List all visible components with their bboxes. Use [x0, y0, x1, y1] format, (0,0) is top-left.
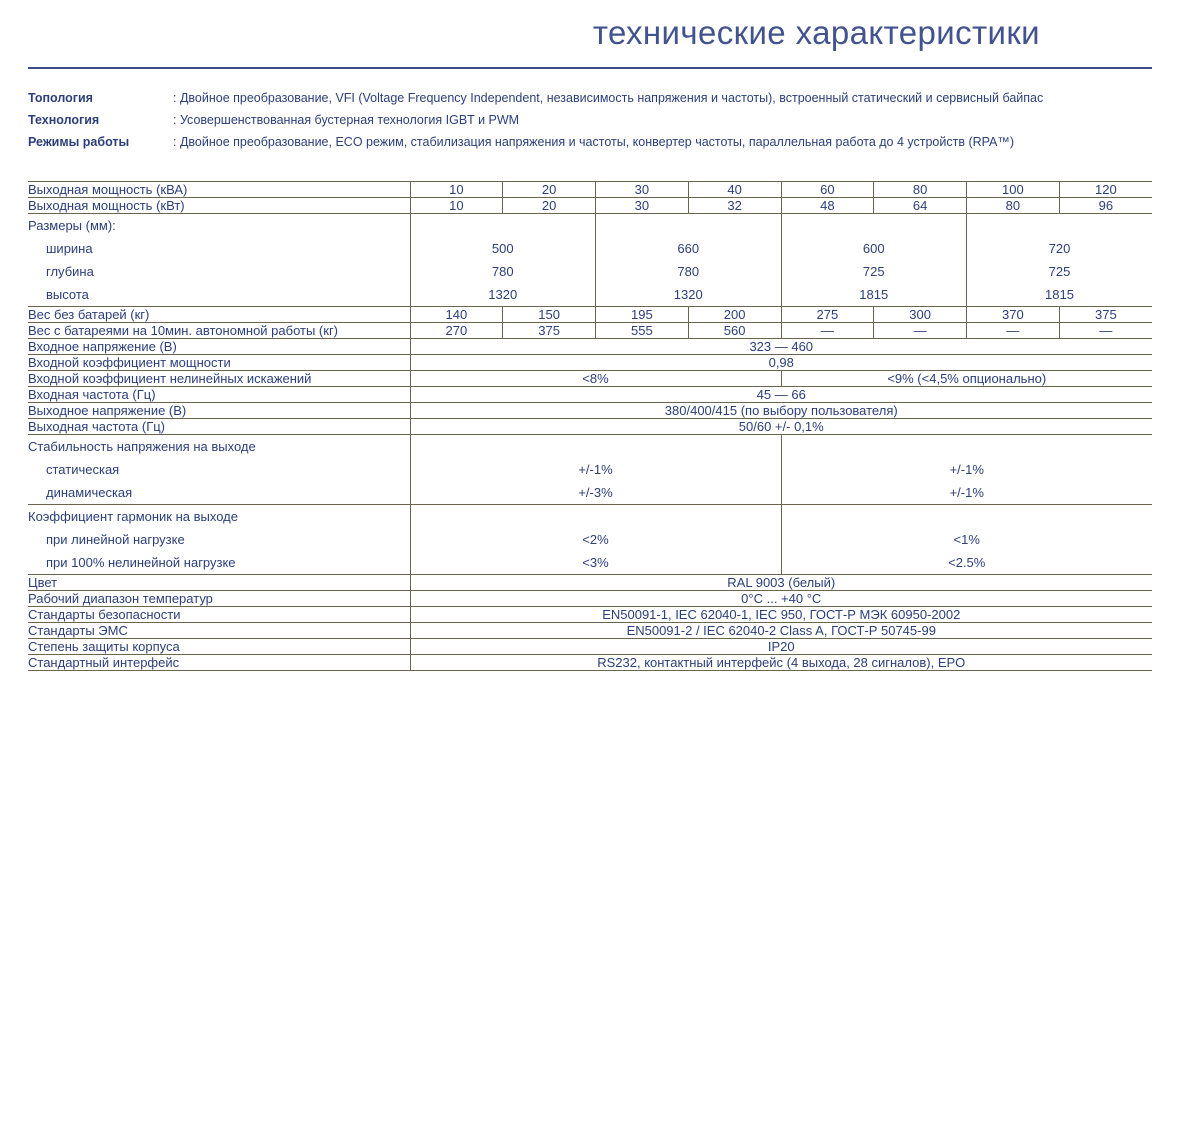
- cell-input-frequency: 45 — 66: [410, 387, 1152, 403]
- intro-row-modes: [28, 131, 1152, 153]
- intro-value-modes: : Двойное преобразование, ECO режим, стабилизация напряжения и частоты, конвертер частоты, параллельная работа до 4 устройств (RPA™): [173, 135, 1015, 150]
- table-row: [28, 307, 1152, 323]
- table-row: [28, 371, 1152, 387]
- table-row: [28, 355, 1152, 371]
- cell-power-kw-3: 30: [596, 198, 689, 214]
- cell-depth-4: 725: [1048, 264, 1071, 280]
- cell-weight-nb-5: 275: [781, 307, 874, 323]
- table-row: [28, 575, 1152, 591]
- intro-value-technology: : Усовершенствованная бустерная технология IGBT и PWM: [173, 113, 520, 128]
- cell-weight-nb-8: 375: [1059, 307, 1152, 323]
- table-row: [28, 339, 1152, 355]
- row-label-output-voltage: Выходное напряжение (В): [28, 403, 410, 419]
- cell-interface: RS232, контактный интерфейс (4 выхода, 28 сигналов), EPO: [410, 655, 1152, 671]
- row-label-weight-with-batteries: Вес с батареями на 10мин. автономной работы (кг): [28, 323, 410, 339]
- harmonics-sub-nonlinear: при 100% нелинейной нагрузке: [46, 555, 236, 571]
- row-label-weight-no-batteries: Вес без батарей (кг): [28, 307, 410, 323]
- cell-color: RAL 9003 (белый): [410, 575, 1152, 591]
- row-label-input-frequency: Входная частота (Гц): [28, 387, 410, 403]
- cell-emc-standards: EN50091-2 / IEC 62040-2 Class A, ГОСТ-Р 50745-99: [410, 623, 1152, 639]
- cell-power-kw-5: 48: [781, 198, 874, 214]
- row-label-power-kva: Выходная мощность (кВА): [28, 182, 410, 198]
- title-divider: [28, 67, 1152, 69]
- intro-row-topology: [28, 87, 1152, 109]
- table-row: [28, 435, 1152, 505]
- cell-power-kw-4: 32: [688, 198, 781, 214]
- cell-width-1: 500: [491, 241, 514, 257]
- table-row: [28, 505, 1152, 575]
- dimensions-sub-height: высота: [46, 287, 89, 303]
- table-row: [28, 591, 1152, 607]
- cell-power-kva-4: 40: [688, 182, 781, 198]
- cell-stability-left: [410, 435, 781, 505]
- table-row: [28, 182, 1152, 198]
- cell-temperature: 0°C ... +40 °C: [410, 591, 1152, 607]
- row-label-voltage-stability: [28, 435, 410, 505]
- cell-width-3: 600: [862, 241, 885, 257]
- row-label-emc-standards: Стандарты ЭМС: [28, 623, 410, 639]
- cell-power-kw-2: 20: [503, 198, 596, 214]
- cell-power-kva-5: 60: [781, 182, 874, 198]
- row-label-input-power-factor: Входной коэффициент мощности: [28, 355, 410, 371]
- cell-dimensions-group-3: [781, 214, 967, 307]
- cell-width-4: 720: [1048, 241, 1071, 257]
- cell-power-kva-6: 80: [874, 182, 967, 198]
- cell-weight-nb-7: 370: [967, 307, 1060, 323]
- table-row: [28, 623, 1152, 639]
- stability-sub-dynamic: динамическая: [46, 485, 133, 501]
- intro-value-topology: : Двойное преобразование, VFI (Voltage Frequency Independent, независимость напряжения и частоты), встроенный статический и сервисный байпас: [173, 91, 1044, 106]
- cell-input-thd-right: <9% (<4,5% опционально): [781, 371, 1152, 387]
- cell-power-kva-3: 30: [596, 182, 689, 198]
- cell-weight-wb-8: —: [1059, 323, 1152, 339]
- cell-weight-wb-2: 375: [503, 323, 596, 339]
- cell-safety-standards: EN50091-1, IEC 62040-1, IEC 950, ГОСТ-Р МЭК 60950-2002: [410, 607, 1152, 623]
- cell-weight-wb-5: —: [781, 323, 874, 339]
- cell-power-kva-8: 120: [1059, 182, 1152, 198]
- cell-power-kva-2: 20: [503, 182, 596, 198]
- row-label-output-frequency: Выходная частота (Гц): [28, 419, 410, 435]
- cell-weight-wb-7: —: [967, 323, 1060, 339]
- cell-input-power-factor: 0,98: [410, 355, 1152, 371]
- cell-protection: IP20: [410, 639, 1152, 655]
- intro-block: [0, 87, 1180, 153]
- cell-weight-wb-6: —: [874, 323, 967, 339]
- row-label-power-kw: Выходная мощность (кВт): [28, 198, 410, 214]
- dimensions-sub-width: ширина: [46, 241, 93, 257]
- cell-dimensions-group-1: [410, 214, 596, 307]
- cell-power-kw-7: 80: [967, 198, 1060, 214]
- harmonics-title: Коэффициент гармоник на выходе: [28, 509, 238, 525]
- cell-stability-dynamic-right: +/-1%: [949, 485, 984, 501]
- cell-power-kw-1: 10: [410, 198, 503, 214]
- harmonics-sub-linear: при линейной нагрузке: [46, 532, 185, 548]
- cell-input-voltage: 323 — 460: [410, 339, 1152, 355]
- row-label-temperature: Рабочий диапазон температур: [28, 591, 410, 607]
- row-label-input-thd: Входной коэффициент нелинейных искажений: [28, 371, 410, 387]
- cell-width-2: 660: [677, 241, 700, 257]
- row-label-input-voltage: Входное напряжение (В): [28, 339, 410, 355]
- specification-table: [28, 181, 1152, 671]
- cell-weight-wb-4: 560: [688, 323, 781, 339]
- cell-dimensions-group-2: [596, 214, 782, 307]
- table-row: [28, 387, 1152, 403]
- cell-dimensions-group-4: [967, 214, 1153, 307]
- table-row: [28, 639, 1152, 655]
- cell-power-kva-7: 100: [967, 182, 1060, 198]
- cell-harmonics-nonlinear-left: <3%: [582, 555, 609, 571]
- cell-stability-static-right: +/-1%: [949, 462, 984, 478]
- cell-depth-2: 780: [677, 264, 700, 280]
- cell-power-kw-6: 64: [874, 198, 967, 214]
- cell-input-thd-left: <8%: [410, 371, 781, 387]
- intro-label-technology: Технология: [28, 113, 100, 128]
- row-label-protection: Степень защиты корпуса: [28, 639, 410, 655]
- cell-height-1: 1320: [488, 287, 518, 303]
- cell-output-voltage: 380/400/415 (по выбору пользователя): [410, 403, 1152, 419]
- cell-weight-nb-3: 195: [596, 307, 689, 323]
- stability-sub-static: статическая: [46, 462, 120, 478]
- row-label-dimensions: [28, 214, 410, 307]
- cell-depth-3: 725: [862, 264, 885, 280]
- cell-output-frequency: 50/60 +/- 0,1%: [410, 419, 1152, 435]
- cell-height-4: 1815: [1045, 287, 1074, 303]
- intro-row-technology: [28, 109, 1152, 131]
- cell-stability-dynamic-left: +/-3%: [578, 485, 613, 501]
- cell-harmonics-linear-right: <1%: [953, 532, 980, 548]
- stability-title: Стабильность напряжения на выходе: [28, 439, 256, 455]
- table-row: [28, 655, 1152, 671]
- cell-stability-static-left: +/-1%: [578, 462, 613, 478]
- cell-height-3: 1815: [859, 287, 889, 303]
- table-row: [28, 214, 1152, 307]
- cell-harmonics-linear-left: <2%: [582, 532, 609, 548]
- page-title: технические характеристики: [592, 14, 1040, 51]
- cell-height-2: 1320: [673, 287, 703, 303]
- table-row: [28, 198, 1152, 214]
- row-label-safety-standards: Стандарты безопасности: [28, 607, 410, 623]
- cell-stability-right: [781, 435, 1152, 505]
- table-row: [28, 403, 1152, 419]
- row-label-harmonics: [28, 505, 410, 575]
- cell-power-kw-8: 96: [1059, 198, 1152, 214]
- cell-power-kva-1: 10: [410, 182, 503, 198]
- table-row: [28, 607, 1152, 623]
- intro-label-modes: Режимы работы: [28, 135, 130, 150]
- cell-harmonics-right: [781, 505, 1152, 575]
- cell-weight-wb-3: 555: [596, 323, 689, 339]
- intro-label-topology: Топология: [28, 91, 93, 106]
- dimensions-sub-depth: глубина: [46, 264, 94, 280]
- row-label-interface: Стандартный интерфейс: [28, 655, 410, 671]
- cell-weight-nb-1: 140: [410, 307, 503, 323]
- table-row: [28, 419, 1152, 435]
- cell-harmonics-left: [410, 505, 781, 575]
- cell-depth-1: 780: [491, 264, 514, 280]
- cell-weight-nb-4: 200: [688, 307, 781, 323]
- cell-harmonics-nonlinear-right: <2.5%: [948, 555, 986, 571]
- dimensions-title: Размеры (мм):: [28, 218, 116, 234]
- table-row: [28, 323, 1152, 339]
- cell-weight-nb-6: 300: [874, 307, 967, 323]
- row-label-color: Цвет: [28, 575, 410, 591]
- specification-table-wrapper: [28, 181, 1152, 671]
- cell-weight-nb-2: 150: [503, 307, 596, 323]
- cell-weight-wb-1: 270: [410, 323, 503, 339]
